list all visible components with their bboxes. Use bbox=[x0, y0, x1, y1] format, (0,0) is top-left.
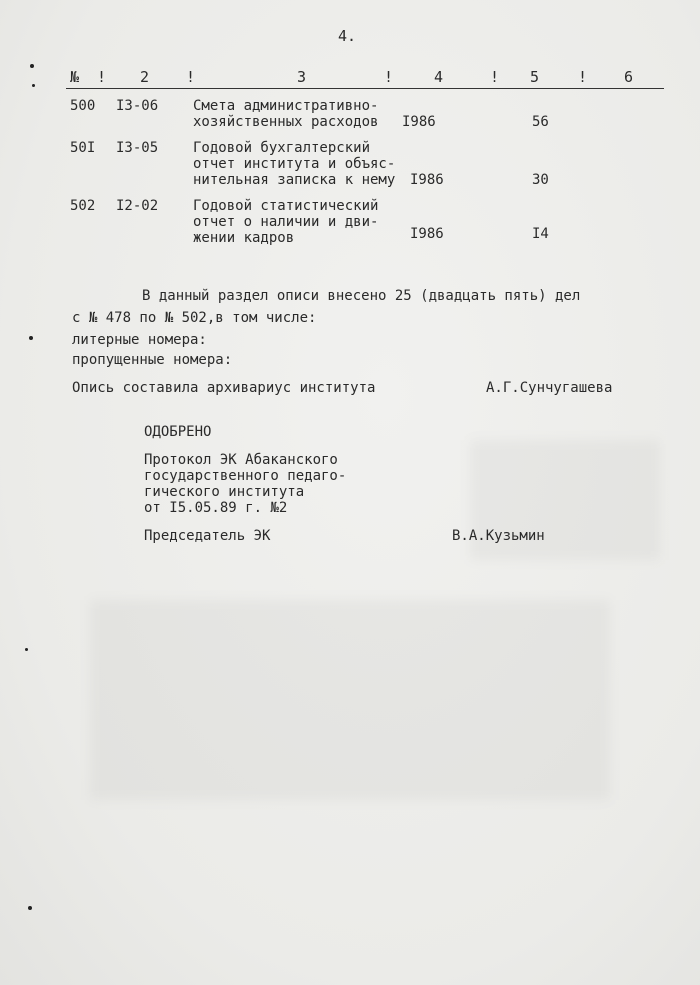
approval-line: Протокол ЭК Абаканского bbox=[144, 452, 338, 468]
header-rule bbox=[66, 88, 664, 89]
row-index: I3-06 bbox=[116, 98, 159, 114]
row-title-line: отчет института и объяс- bbox=[193, 156, 396, 172]
row-year: I986 bbox=[410, 172, 444, 188]
row-title-line: Годовой бухгалтерский bbox=[193, 140, 371, 156]
summary-line: В данный раздел описи внесено 25 (двадцать пять) дел bbox=[142, 288, 581, 304]
row-title-line: отчет о наличии и дви- bbox=[193, 214, 379, 230]
scan-smudge bbox=[90, 600, 610, 800]
summary-range: с № 478 по № 502,в том числе: bbox=[72, 310, 317, 326]
scan-mark bbox=[29, 336, 33, 340]
row-index: I3-05 bbox=[116, 140, 159, 156]
compiler-text: Опись составила архивариус института bbox=[72, 380, 376, 396]
column-header-5: 5 bbox=[530, 68, 540, 86]
column-separator: ! bbox=[186, 68, 196, 86]
row-title-line: Годовой статистический bbox=[193, 198, 379, 214]
chairman-name: В.А.Кузьмин bbox=[452, 528, 545, 544]
row-title bbox=[193, 198, 378, 246]
scan-mark bbox=[25, 648, 28, 651]
row-title bbox=[193, 140, 395, 188]
compiler-name: А.Г.Сунчугашева bbox=[486, 380, 613, 396]
approval-line: от I5.05.89 г. №2 bbox=[144, 500, 288, 516]
literal-numbers-label: литерные номера: bbox=[72, 332, 207, 348]
row-index: I2-02 bbox=[116, 198, 159, 214]
row-number: 502 bbox=[70, 198, 96, 214]
row-number: 500 bbox=[70, 98, 96, 114]
approval-line: государственного педаго- bbox=[144, 468, 347, 484]
scan-mark bbox=[30, 64, 34, 68]
column-header-2: 2 bbox=[140, 68, 150, 86]
row-sheets: I4 bbox=[532, 226, 549, 242]
scan-mark bbox=[32, 84, 35, 87]
column-separator: ! bbox=[490, 68, 500, 86]
row-number: 50I bbox=[70, 140, 96, 156]
column-separator: ! bbox=[384, 68, 394, 86]
column-separator: ! bbox=[97, 68, 107, 86]
scan-mark bbox=[28, 906, 32, 910]
row-year: I986 bbox=[402, 114, 436, 130]
page-number: 4. bbox=[338, 27, 357, 45]
column-header-3: 3 bbox=[297, 68, 307, 86]
row-title-line: нительная записка к нему bbox=[193, 172, 396, 188]
row-year: I986 bbox=[410, 226, 444, 242]
approval-line: гического института bbox=[144, 484, 305, 500]
approval-heading: ОДОБРЕНО bbox=[144, 424, 212, 440]
row-title-line: жении кадров bbox=[193, 230, 295, 246]
column-header-number: № bbox=[70, 68, 80, 86]
column-header-6: 6 bbox=[624, 68, 634, 86]
skipped-numbers-label: пропущенные номера: bbox=[72, 352, 233, 368]
row-title-line: хозяйственных расходов bbox=[193, 114, 379, 130]
column-separator: ! bbox=[578, 68, 588, 86]
row-title-line: Смета административно- bbox=[193, 98, 379, 114]
column-header-4: 4 bbox=[434, 68, 444, 86]
chairman-title: Председатель ЭК bbox=[144, 528, 271, 544]
row-title bbox=[193, 98, 378, 130]
row-sheets: 56 bbox=[532, 114, 549, 130]
row-sheets: 30 bbox=[532, 172, 549, 188]
